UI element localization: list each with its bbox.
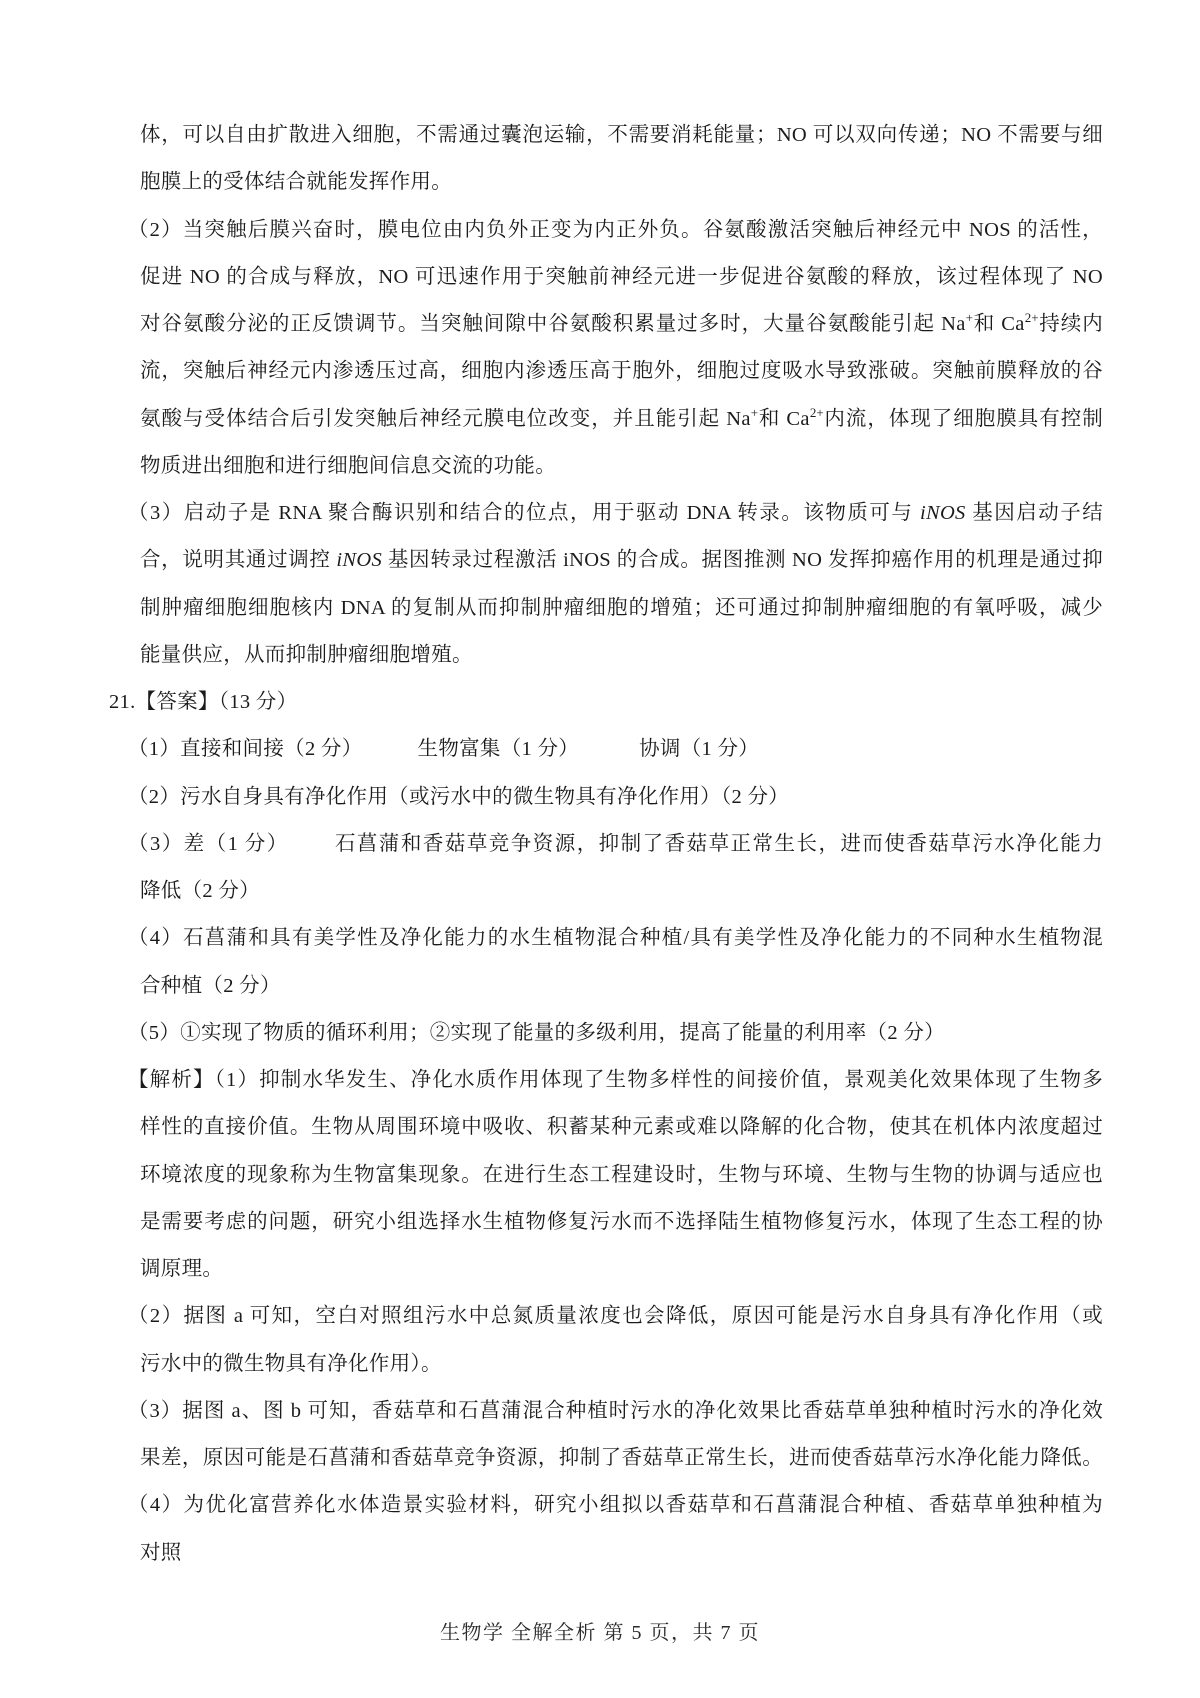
text-line <box>140 159 1103 206</box>
text-line <box>140 1530 1103 1577</box>
page-footer: 生物学 全解全析 第 5 页，共 7 页 <box>440 1622 760 1644</box>
text-line <box>140 963 1103 1010</box>
text-run: 基因启动子结 <box>965 502 1103 524</box>
text-line <box>128 1057 1103 1104</box>
superscript: + <box>750 404 759 420</box>
text-run: 体，可以自由扩散进入细胞，不需通过囊泡运输，不需要消耗能量；NO 可以双向传递；NO 不需要与细 <box>140 124 1103 146</box>
text-line <box>128 774 1103 821</box>
text-run: 果差，原因可能是石菖蒲和香菇草竞争资源，抑制了香菇草正常生长，进而使香菇草污水净化能力降低。 <box>140 1447 1103 1469</box>
text-line <box>128 915 1103 962</box>
text-line <box>140 1152 1103 1199</box>
text-line <box>128 1388 1103 1435</box>
text-run: 基因转录过程激活 iNOS 的合成。据图推测 NO 发挥抑癌作用的机理是通过抑 <box>382 549 1103 572</box>
answer-text-block <box>109 112 1103 1577</box>
text-line <box>140 1246 1103 1293</box>
text-run: （1）直接和间接（2 分） <box>128 738 363 761</box>
text-run: 环境浓度的现象称为生物富集现象。在进行生态工程建设时，生物与环境、生物与生物的协调与适应也 <box>140 1163 1103 1186</box>
superscript: 2+ <box>1024 310 1039 325</box>
text-line <box>128 1293 1103 1340</box>
gene-name-italic: iNOS <box>919 502 966 524</box>
text-line <box>128 726 1103 773</box>
text-run: 【解析】（1）抑制水华发生、净化水质作用体现了生物多样性的间接价值，景观美化效果体现了生物多 <box>128 1069 1103 1091</box>
text-run: （4）为优化富营养化水体造景实验材料，研究小组拟以香菇草和石菖蒲混合种植、香菇草单独种植为 <box>128 1494 1103 1517</box>
text-line <box>140 1435 1103 1482</box>
text-run: 氨酸与受体结合后引发突触后神经元膜电位改变，并且能引起 Na <box>140 407 751 430</box>
text-run: 对照 <box>140 1541 182 1564</box>
text-run: 调原理。 <box>140 1258 224 1280</box>
text-run: 对谷氨酸分泌的正反馈调节。当突触间隙中谷氨酸积累量过多时，大量谷氨酸能引起 Na <box>140 313 966 335</box>
text-run: 促进 NO 的合成与释放，NO 可迅速作用于突触前神经元进一步促进谷氨酸的释放，该过程体现了 NO <box>140 265 1103 288</box>
text-line <box>140 585 1103 632</box>
text-run: 能量供应，从而抑制肿瘤细胞增殖。 <box>140 643 473 666</box>
text-run: （2）污水自身具有净化作用（或污水中的微生物具有净化作用）（2 分） <box>128 785 790 808</box>
text-run: 协调（1 分） <box>639 738 760 761</box>
text-line <box>140 254 1103 301</box>
spacer <box>289 849 334 850</box>
text-run: 物质进出细胞和进行细胞间信息交流的功能。 <box>140 454 556 477</box>
text-run: （2）当突触后膜兴奋时，膜电位由内负外正变为内正外负。谷氨酸激活突触后神经元中 NOS 的活性， <box>128 218 1103 241</box>
text-line <box>128 490 1103 537</box>
text-run: （3）据图 a、图 b 可知，香菇草和石菖蒲混合种植时污水的净化效果比香菇草单独种植时污水的净化效 <box>128 1399 1103 1422</box>
text-line <box>140 443 1103 490</box>
text-run: （2）据图 a 可知，空白对照组污水中总氮质量浓度也会降低，原因可能是污水自身具有净化作用（或 <box>128 1305 1103 1328</box>
spacer <box>579 754 639 755</box>
text-run: 和 Ca <box>973 313 1025 335</box>
text-line <box>140 348 1103 395</box>
text-run: 和 Ca <box>758 407 810 430</box>
text-run: 持续内 <box>1038 313 1103 335</box>
text-run: 内流，体现了细胞膜具有控制 <box>823 407 1103 430</box>
superscript: + <box>965 310 974 325</box>
spacer <box>363 754 418 755</box>
superscript: 2+ <box>809 404 824 420</box>
text-line <box>140 301 1103 348</box>
text-run: 污水中的微生物具有净化作用）。 <box>140 1352 442 1375</box>
text-run: 流，突触后神经元内渗透压过高，细胞内渗透压高于胞外，细胞过度吸水导致涨破。突触前膜释放的谷 <box>140 360 1103 383</box>
text-line <box>128 1010 1103 1057</box>
text-run: （5）①实现了物质的循环利用；②实现了能量的多级利用，提高了能量的利用率（2 分） <box>128 1021 945 1044</box>
text-line <box>128 1482 1103 1529</box>
text-run: 合，说明其通过调控 <box>140 549 337 572</box>
text-line <box>140 868 1103 915</box>
text-run: 胞膜上的受体结合就能发挥作用。 <box>140 171 452 194</box>
text-run: 是需要考虑的问题，研究小组选择水生植物修复污水而不选择陆生植物修复污水，体现了生态工程的协 <box>140 1210 1103 1233</box>
text-line <box>140 396 1103 443</box>
text-run: 21.【答案】（13 分） <box>109 691 298 713</box>
text-run: （4）石菖蒲和具有美学性及净化能力的水生植物混合种植/具有美学性及净化能力的不同种水生植物混 <box>128 927 1103 950</box>
text-run: 石菖蒲和香菇草竞争资源，抑制了香菇草正常生长，进而使香菇草污水净化能力 <box>333 832 1103 855</box>
text-run: （3）启动子是 RNA 聚合酶识别和结合的位点，用于驱动 DNA 转录。该物质可与 <box>128 502 920 524</box>
text-run: 制肿瘤细胞细胞核内 DNA 的复制从而抑制肿瘤细胞的增殖；还可通过抑制肿瘤细胞的有氧呼吸，减少 <box>140 596 1103 619</box>
text-run: 生物富集（1 分） <box>417 738 580 761</box>
text-line <box>140 1341 1103 1388</box>
text-run: 合种植（2 分） <box>140 974 281 997</box>
text-line <box>128 207 1103 254</box>
gene-name-italic: iNOS <box>336 549 383 572</box>
text-line <box>140 537 1103 584</box>
text-line <box>140 112 1103 159</box>
text-run: （3）差（1 分） <box>128 832 289 855</box>
text-line <box>140 632 1103 679</box>
text-line <box>128 821 1103 868</box>
text-line <box>140 1104 1103 1151</box>
text-run: 样性的直接价值。生物从周围环境中吸收、积蓄某种元素或难以降解的化合物，使其在机体内浓度超过 <box>140 1116 1103 1139</box>
text-run: 降低（2 分） <box>140 880 260 902</box>
text-line <box>140 1199 1103 1246</box>
text-line <box>109 679 1103 726</box>
